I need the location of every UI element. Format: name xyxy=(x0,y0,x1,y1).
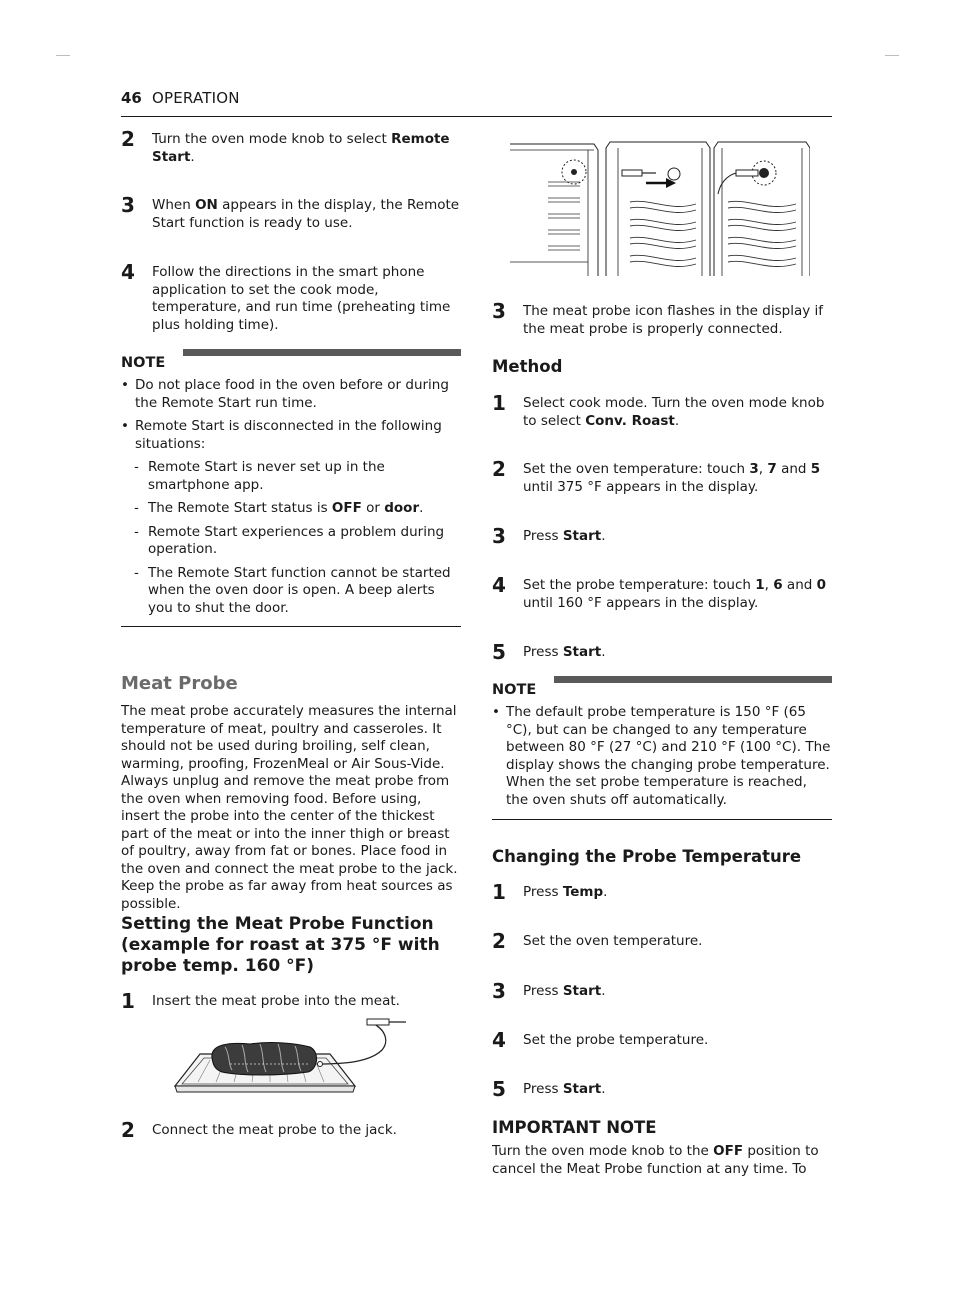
note-box-right xyxy=(492,676,832,820)
step-number: 3 xyxy=(492,979,506,1003)
page-number: 46 xyxy=(121,89,142,107)
crop-mark-left xyxy=(56,55,70,56)
meat-probe-paragraph: The meat probe accurately measures the internal temperature of meat, poultry and casseroles. It should not be used during broiling, self clean, warming, proofing, FrozenMeal or Air Sous-Vide. Always unplug and remove the meat probe from the oven when removing food. Before using, insert the probe into the center of the thickest part of the meat or into the inner thigh or breast of poultry, away from fat or bones. Place food in the oven and connect the meat probe to the jack. Keep the probe as far away from heat sources as possible. xyxy=(121,703,458,912)
step-number: 5 xyxy=(492,640,506,664)
note-dash: - Remote Start is never set up in the smartphone app. xyxy=(121,459,461,494)
changing-step-5: 5 Press Start. xyxy=(492,1077,606,1101)
note-bullet: • The default probe temperature is 150 °F (65 °C), but can be changed to any temperature between 80 °F (27 °C) and 210 °F (100 °C). The display shows the changing probe temperature. When the set probe temperature is reached, the oven shuts off automatically. xyxy=(492,704,832,809)
step-number: 2 xyxy=(492,457,506,481)
step-number: 1 xyxy=(492,880,506,904)
right-step-3: 3 The meat probe icon flashes in the display if the meat probe is properly connected. xyxy=(492,299,824,337)
left-step-4: 4 Follow the directions in the smart phone application to set the cook mode, temperature, and run time (preheating time plus holding time). xyxy=(121,260,451,333)
changing-step-2: 2 Set the oven temperature. xyxy=(492,929,703,953)
changing-step-1: 1 Press Temp. xyxy=(492,880,608,904)
method-step-3: 3 Press Start. xyxy=(492,524,606,548)
important-note-text: Turn the oven mode knob to the OFF position to cancel the Meat Probe function at any time. To xyxy=(492,1143,819,1177)
note-dash: - Remote Start experiences a problem during operation. xyxy=(121,524,461,559)
step-number: 3 xyxy=(492,299,506,323)
note-rule xyxy=(492,819,832,820)
note-bullet: • Do not place food in the oven before or during the Remote Start run time. xyxy=(121,377,461,412)
step-number: 2 xyxy=(121,127,135,151)
changing-heading: Changing the Probe Temperature xyxy=(492,847,802,866)
step-number: 4 xyxy=(492,573,506,597)
page-header xyxy=(121,89,832,117)
step-number: 4 xyxy=(492,1028,506,1052)
step-number: 2 xyxy=(492,929,506,953)
method-step-1: 1 Select cook mode. Turn the oven mode knob to select Conv. Roast. xyxy=(492,391,825,429)
important-note-heading: IMPORTANT NOTE xyxy=(492,1118,657,1137)
changing-step-4: 4 Set the probe temperature. xyxy=(492,1028,709,1052)
changing-step-3: 3 Press Start. xyxy=(492,979,606,1003)
meat-probe-heading: Meat Probe xyxy=(121,673,238,694)
note-bar xyxy=(554,676,832,683)
oven-jack-illustration xyxy=(510,138,810,278)
step-number: 3 xyxy=(121,193,135,217)
step-number: 3 xyxy=(492,524,506,548)
crop-mark-right xyxy=(885,55,899,56)
step-number: 1 xyxy=(492,391,506,415)
note-bar xyxy=(183,349,461,356)
note-box-left xyxy=(121,349,461,627)
step-number: 2 xyxy=(121,1118,135,1142)
left-step-2: 2 Turn the oven mode knob to select Remote Start. xyxy=(121,127,450,165)
note-label: NOTE xyxy=(121,355,166,371)
oven-panel-3 xyxy=(714,142,810,276)
roast-probe-illustration xyxy=(170,1014,410,1098)
section-title: OPERATION xyxy=(152,89,240,107)
note-dash: - The Remote Start status is OFF or door. xyxy=(121,500,461,518)
oven-panel-1 xyxy=(510,144,598,276)
step-number: 1 xyxy=(121,989,135,1013)
step-number: 5 xyxy=(492,1077,506,1101)
method-heading: Method xyxy=(492,357,563,376)
oven-panel-2 xyxy=(606,142,710,276)
note-bullet: • Remote Start is disconnected in the following situations: xyxy=(121,418,461,453)
setting-heading: Setting the Meat Probe Function (example for roast at 375 °F with probe temp. 160 °F) xyxy=(121,914,440,976)
step-number: 4 xyxy=(121,260,135,284)
method-step-4: 4 Set the probe temperature: touch 1, 6 and 0 until 160 °F appears in the display. xyxy=(492,573,827,611)
probe-plug xyxy=(367,1019,389,1025)
note-rule xyxy=(121,626,461,627)
note-dash: - The Remote Start function cannot be started when the oven door is open. A beep alerts you to shut the door. xyxy=(121,565,461,618)
note-label: NOTE xyxy=(492,682,537,698)
left-step-3: 3 When ON appears in the display, the Remote Start function is ready to use. xyxy=(121,193,460,231)
method-step-2: 2 Set the oven temperature: touch 3, 7 and 5 until 375 °F appears in the display. xyxy=(492,457,821,495)
method-step-5: 5 Press Start. xyxy=(492,640,606,664)
setting-step-1: 1 Insert the meat probe into the meat. xyxy=(121,989,400,1013)
setting-step-2: 2 Connect the meat probe to the jack. xyxy=(121,1118,397,1142)
